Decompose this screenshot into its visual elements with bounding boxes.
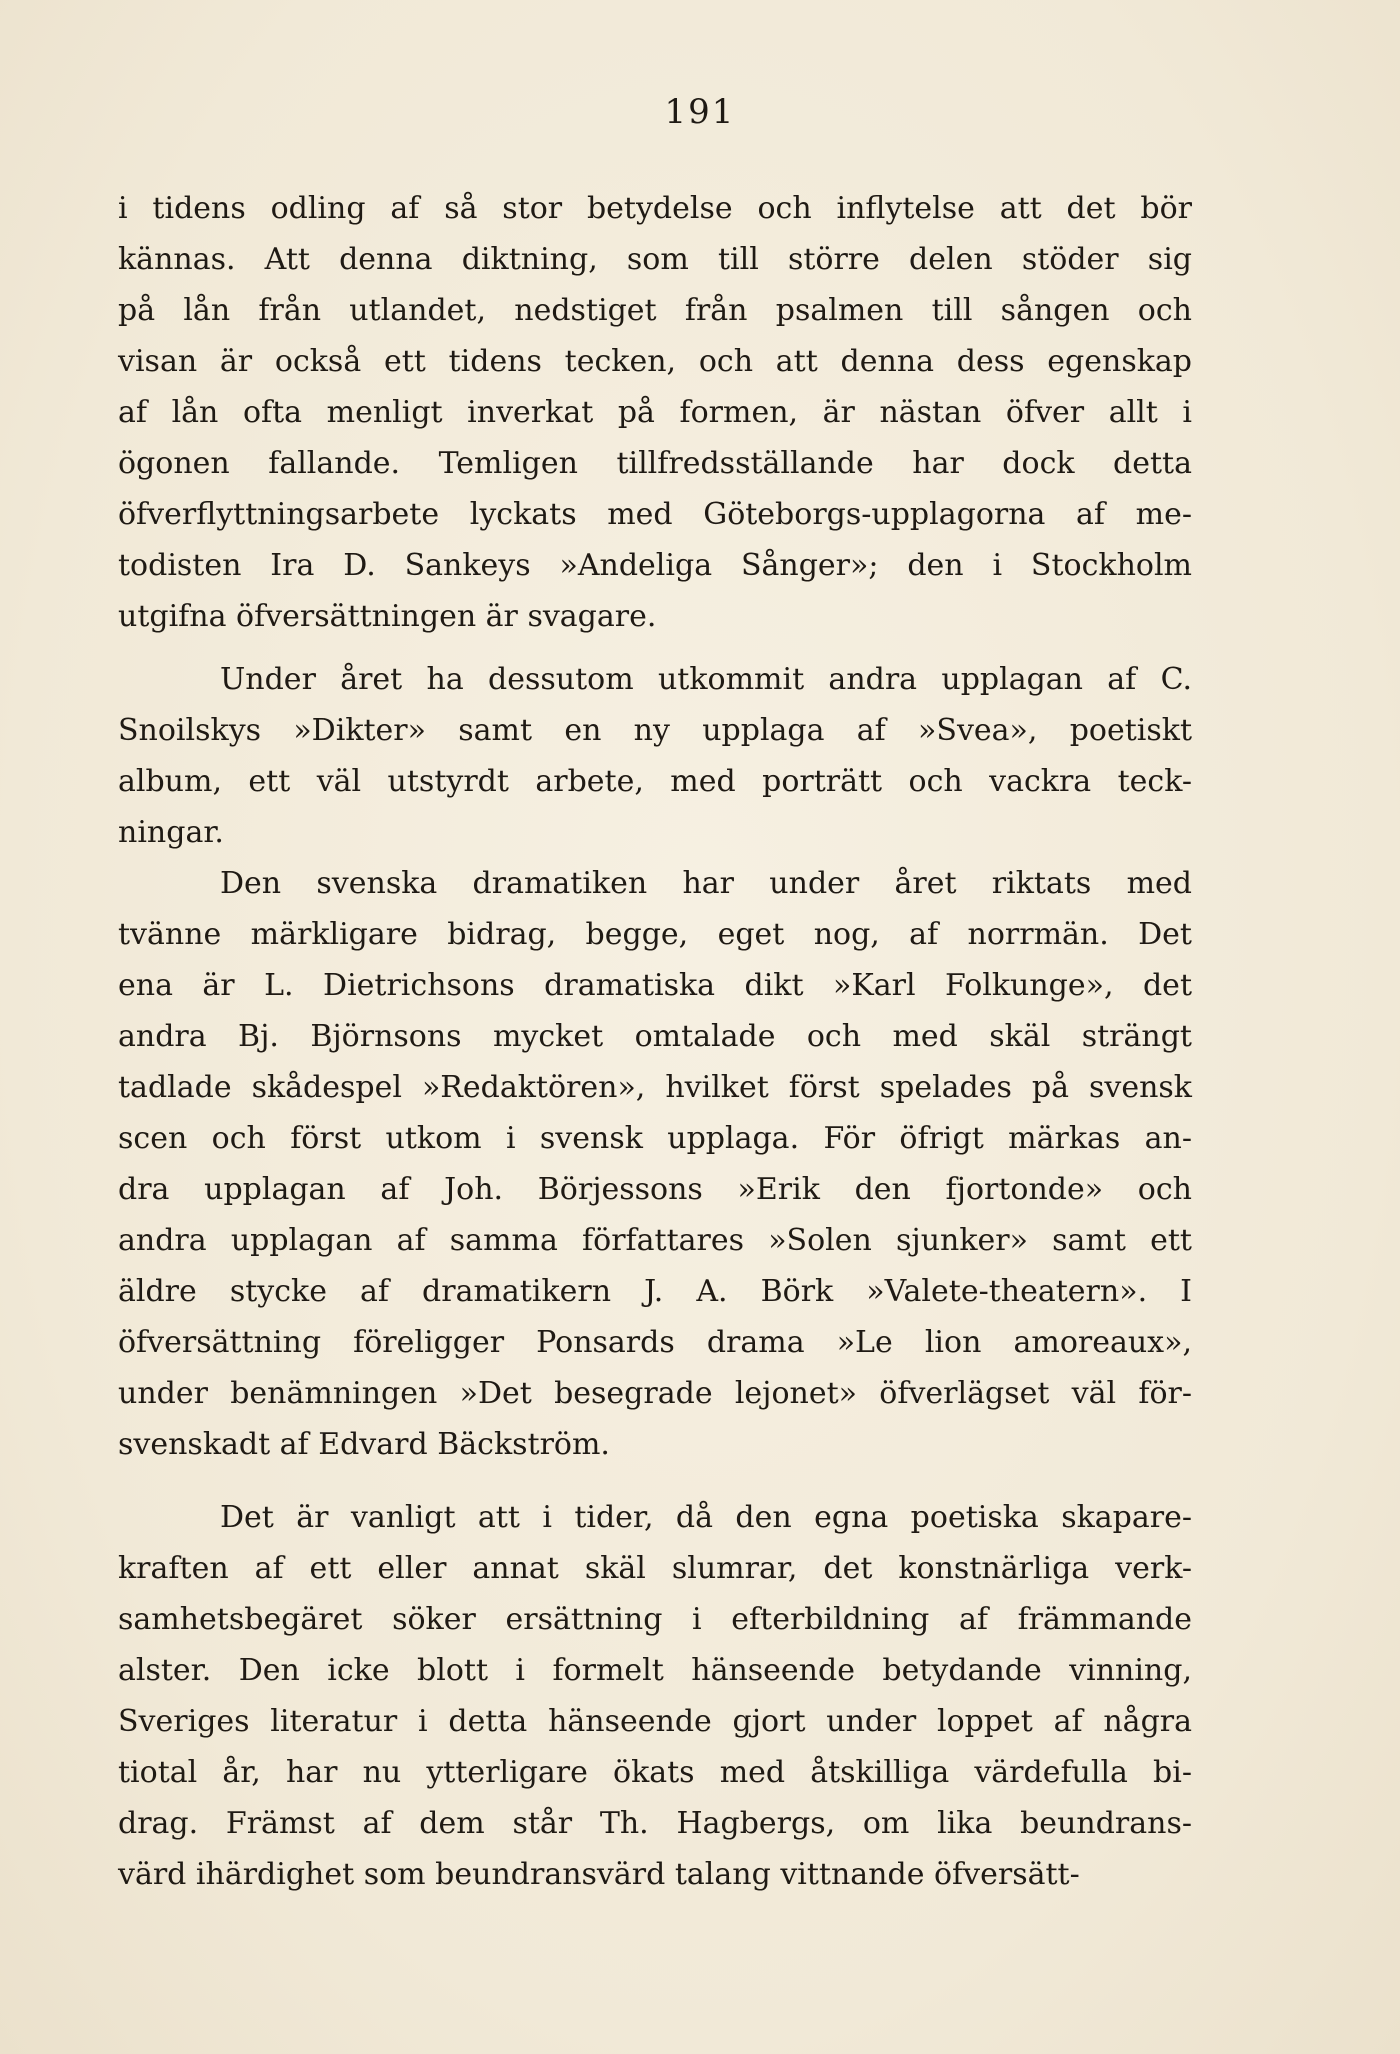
- text-line: Snoilskys »Dikter» samt en ny upplaga af »Svea», poetiskt: [118, 713, 1192, 748]
- text-line: utgifna öfversättningen är svagare.: [118, 599, 657, 634]
- text-line: under benämningen »Det besegrade lejonet» öfverlägset väl för-: [118, 1376, 1192, 1411]
- text-line: ögonen fallande. Temligen tillfredsställande har dock detta: [118, 446, 1192, 481]
- paragraph-1: [118, 183, 1192, 642]
- text-line: samhetsbegäret söker ersättning i efterbildning af främmande: [118, 1602, 1192, 1637]
- text-line: drag. Främst af dem står Th. Hagbergs, om lika beundrans-: [118, 1806, 1192, 1841]
- text-line: öfverflyttningsarbete lyckats med Göteborgs-upplagorna af me-: [118, 497, 1192, 532]
- text-line: på lån från utlandet, nedstiget från psalmen till sången och: [118, 293, 1192, 328]
- text-line: tvänne märkligare bidrag, begge, eget nog, af norrmän. Det: [118, 917, 1192, 952]
- text-line: Det är vanligt att i tider, då den egna poetiska skapare-: [220, 1500, 1192, 1535]
- text-line: visan är också ett tidens tecken, och att denna dess egenskap: [118, 344, 1192, 379]
- paragraph-2: [118, 654, 1192, 858]
- text-line: Under året ha dessutom utkommit andra upplagan af C.: [220, 662, 1192, 697]
- text-line: värd ihärdighet som beundransvärd talang vittnande öfversätt-: [118, 1857, 1080, 1892]
- body-text: [118, 183, 1192, 1900]
- text-line: dra upplagan af Joh. Börjessons »Erik den fjortonde» och: [118, 1172, 1192, 1207]
- text-line: scen och först utkom i svensk upplaga. För öfrigt märkas an-: [118, 1121, 1192, 1156]
- text-line: tiotal år, har nu ytterligare ökats med åtskilliga värdefulla bi-: [118, 1755, 1192, 1790]
- text-line: alster. Den icke blott i formelt hänseende betydande vinning,: [118, 1653, 1192, 1688]
- text-line: andra upplagan af samma författares »Solen sjunker» samt ett: [118, 1223, 1192, 1258]
- text-line: i tidens odling af så stor betydelse och inflytelse att det bör: [118, 191, 1192, 226]
- text-line: Sveriges literatur i detta hänseende gjort under loppet af några: [118, 1704, 1192, 1739]
- text-line: Den svenska dramatiken har under året riktats med: [220, 866, 1192, 901]
- text-line: svenskadt af Edvard Bäckström.: [118, 1427, 610, 1462]
- text-line: andra Bj. Björnsons mycket omtalade och med skäl strängt: [118, 1019, 1192, 1054]
- text-line: album, ett väl utstyrdt arbete, med porträtt och vackra teck-: [118, 764, 1192, 799]
- text-line: ena är L. Dietrichsons dramatiska dikt »Karl Folkunge», det: [118, 968, 1192, 1003]
- text-line: äldre stycke af dramatikern J. A. Börk »Valete-theatern». I: [118, 1274, 1192, 1309]
- text-line: ningar.: [118, 815, 224, 850]
- paragraph-4: [118, 1492, 1192, 1900]
- text-line: kraften af ett eller annat skäl slumrar, det konstnärliga verk-: [118, 1551, 1192, 1586]
- paragraph-3: [118, 858, 1192, 1470]
- text-line: tadlade skådespel »Redaktören», hvilket först spelades på svensk: [118, 1070, 1192, 1105]
- page-number: 191: [664, 92, 736, 132]
- text-line: kännas. Att denna diktning, som till större delen stöder sig: [118, 242, 1192, 277]
- text-line: öfversättning föreligger Ponsards drama »Le lion amoreaux»,: [118, 1325, 1192, 1360]
- text-line: af lån ofta menligt inverkat på formen, är nästan öfver allt i: [118, 395, 1192, 430]
- text-line: todisten Ira D. Sankeys »Andeliga Sånger»; den i Stockholm: [118, 548, 1192, 583]
